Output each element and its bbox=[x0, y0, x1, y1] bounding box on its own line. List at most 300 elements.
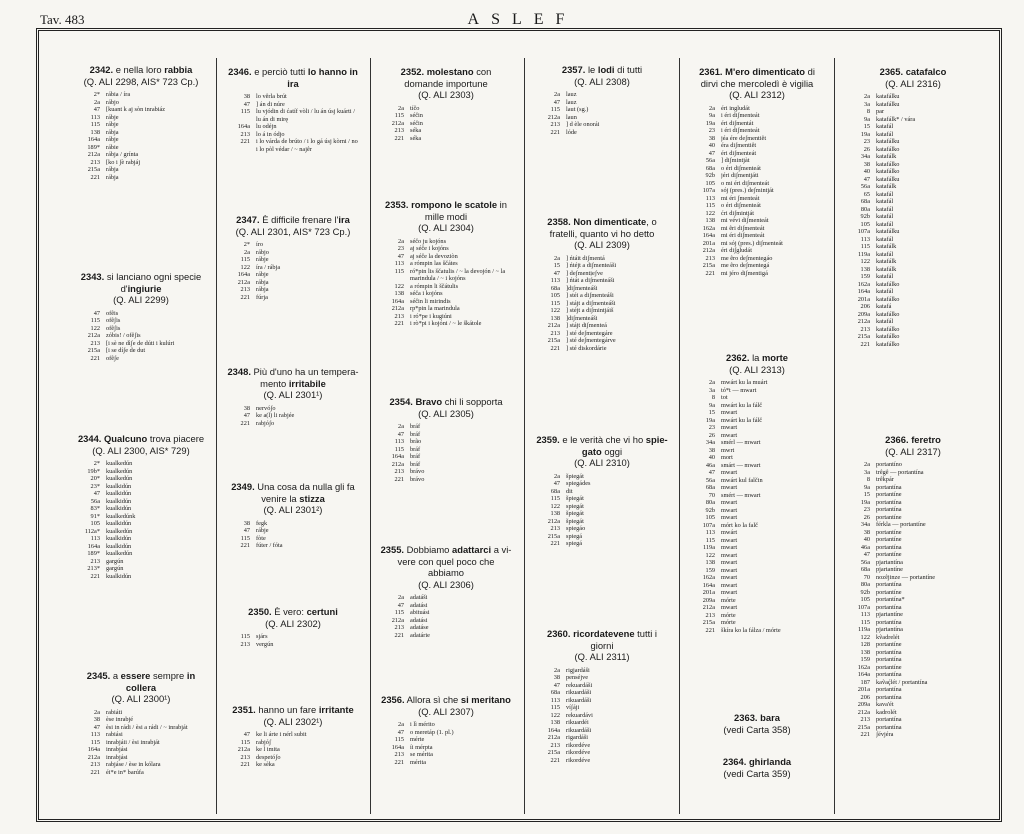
survey-point: 38 bbox=[243, 404, 250, 412]
survey-point: 213 bbox=[860, 716, 870, 724]
survey-point: 159 bbox=[860, 656, 870, 664]
survey-point: 212a bbox=[391, 119, 404, 127]
form-row bbox=[687, 105, 827, 113]
column-6 bbox=[842, 34, 984, 818]
entry-keyword: rabbia bbox=[164, 64, 193, 75]
dialect-form: ] stéjt a diʃmintjáiš bbox=[566, 307, 614, 315]
dialect-form: ] sté deʃmentegáre bbox=[566, 329, 613, 337]
survey-point: 47 bbox=[553, 681, 560, 689]
dialect-form: ke sèka bbox=[256, 761, 275, 769]
survey-point: 2a bbox=[709, 379, 715, 387]
survey-point: 68a bbox=[860, 198, 870, 206]
dialect-form: adatáši bbox=[410, 594, 428, 602]
survey-point: 19a bbox=[705, 416, 715, 424]
entry-keyword: ricordatevene bbox=[573, 628, 635, 639]
form-list bbox=[687, 379, 827, 634]
dialect-form: èsi in rádi / èsi a rádi / ~ inrabját bbox=[106, 723, 188, 731]
form-row bbox=[842, 581, 984, 589]
dialect-form: portantína bbox=[876, 603, 902, 611]
form-row bbox=[72, 746, 210, 754]
dialect-form: o éri diʃmenteát bbox=[721, 164, 761, 172]
form-list bbox=[687, 105, 827, 278]
survey-point: 47 bbox=[243, 731, 250, 739]
dialect-form: ]diʃmenteáši bbox=[566, 314, 598, 322]
form-row bbox=[222, 520, 364, 528]
map-entry bbox=[222, 366, 364, 427]
survey-point: 38 bbox=[93, 716, 100, 724]
form-row bbox=[222, 241, 364, 249]
survey-point: 138 bbox=[550, 314, 560, 322]
dialect-form: pjartantíne bbox=[876, 611, 903, 619]
form-row bbox=[376, 253, 516, 261]
form-row bbox=[842, 514, 984, 522]
dialect-form: lauz bbox=[566, 91, 577, 99]
survey-point: 201a bbox=[857, 686, 870, 694]
survey-point: 115 bbox=[550, 704, 560, 712]
form-row bbox=[376, 744, 516, 752]
form-row bbox=[687, 217, 827, 225]
entry-number: 2346. bbox=[228, 66, 252, 77]
form-row bbox=[376, 260, 516, 268]
form-row bbox=[842, 281, 984, 289]
form-row bbox=[222, 286, 364, 294]
form-row bbox=[532, 345, 672, 353]
form-row bbox=[842, 123, 984, 131]
form-list bbox=[532, 473, 672, 548]
dialect-form: ró*pin lis ščatulis / ~ la devojón / ~ la bbox=[410, 267, 506, 275]
form-row bbox=[687, 627, 827, 635]
form-row bbox=[687, 447, 827, 455]
dialect-form: fegk bbox=[256, 519, 268, 527]
entry-text: Dobbiamo bbox=[406, 544, 452, 555]
survey-point: 162a bbox=[857, 280, 870, 288]
dialect-form: smért — mwart bbox=[721, 491, 761, 499]
form-row bbox=[842, 168, 984, 176]
form-row bbox=[532, 292, 672, 300]
form-row bbox=[687, 432, 827, 440]
form-row bbox=[842, 341, 984, 349]
form-row bbox=[842, 506, 984, 514]
form-row bbox=[376, 602, 516, 610]
form-row bbox=[532, 697, 672, 705]
survey-point: 113 bbox=[705, 194, 715, 202]
form-row bbox=[222, 264, 364, 272]
map-entry bbox=[222, 66, 364, 153]
form-row bbox=[72, 565, 210, 573]
map-entry bbox=[222, 481, 364, 550]
survey-point: 115 bbox=[394, 445, 404, 453]
dialect-form: rikuardáši bbox=[566, 726, 592, 734]
form-list bbox=[222, 633, 364, 648]
form-list bbox=[376, 721, 516, 766]
form-row bbox=[687, 589, 827, 597]
form-row bbox=[72, 144, 210, 152]
survey-point: 212a bbox=[391, 305, 404, 313]
form-row bbox=[222, 633, 364, 641]
entry-text: chi li sopporta bbox=[442, 396, 503, 407]
form-row bbox=[532, 270, 672, 278]
entry-reference: (Q. ALI 2301²) bbox=[263, 504, 323, 516]
form-row bbox=[376, 275, 516, 283]
dialect-form: ] ńtáit diʃmentá bbox=[566, 254, 605, 262]
form-row bbox=[687, 529, 827, 537]
form-row bbox=[532, 307, 672, 315]
form-row bbox=[532, 757, 672, 765]
form-row bbox=[72, 317, 210, 325]
entry-title bbox=[222, 214, 364, 237]
entry-keyword: lo hanno in ira bbox=[287, 66, 358, 89]
form-row bbox=[532, 503, 672, 511]
map-entry bbox=[72, 670, 210, 776]
form-row bbox=[687, 142, 827, 150]
dialect-form: katafál bbox=[876, 318, 894, 326]
survey-point: 38 bbox=[863, 160, 870, 168]
survey-point: 215a bbox=[857, 333, 870, 341]
survey-point: 2* bbox=[93, 91, 100, 99]
dialect-form: ] án di núre bbox=[256, 100, 285, 108]
survey-point bbox=[222, 146, 256, 154]
dialect-form: ] d èle onorái bbox=[566, 121, 600, 129]
form-row bbox=[687, 247, 827, 255]
dialect-form: séčin li mirindis bbox=[410, 297, 451, 305]
form-row bbox=[842, 221, 984, 229]
map-entry bbox=[532, 628, 672, 764]
dialect-form: abituási bbox=[410, 609, 430, 617]
form-row bbox=[842, 709, 984, 717]
survey-point: 209a bbox=[857, 701, 870, 709]
form-row bbox=[842, 626, 984, 634]
survey-point: 213 bbox=[394, 127, 404, 135]
dialect-form: rábja bbox=[106, 128, 119, 136]
survey-point: 212a bbox=[857, 708, 870, 716]
survey-point: 56a bbox=[705, 157, 715, 165]
survey-point: 164a bbox=[391, 453, 404, 461]
form-list bbox=[842, 93, 984, 348]
form-row bbox=[72, 490, 210, 498]
entry-text: con domande importune bbox=[404, 66, 492, 89]
entry-reference: (Q. ALI 2298, AIS* 723 Cp.) bbox=[83, 75, 199, 87]
dialect-form: katafálku bbox=[876, 93, 900, 101]
survey-point: 119a bbox=[857, 626, 870, 634]
dialect-form: kualkedún bbox=[106, 467, 133, 475]
survey-point: 2a bbox=[398, 104, 404, 112]
dialect-form: i éri diʃmenteát bbox=[721, 112, 760, 120]
form-row bbox=[532, 114, 672, 122]
survey-point: 213 bbox=[860, 325, 870, 333]
survey-point: 221 bbox=[90, 572, 100, 580]
survey-point: 221 bbox=[240, 419, 250, 427]
survey-point: 23 bbox=[397, 245, 404, 253]
dialect-form: mwárt ku la muárt bbox=[721, 379, 768, 387]
survey-point: 2a bbox=[554, 254, 560, 262]
dialect-form: íro bbox=[256, 241, 263, 249]
form-row bbox=[687, 402, 827, 410]
survey-point: 2a bbox=[398, 721, 404, 729]
survey-point: 47 bbox=[863, 175, 870, 183]
form-row bbox=[842, 303, 984, 311]
survey-point: 212a bbox=[547, 517, 560, 525]
survey-point: 34a bbox=[705, 439, 715, 447]
entry-reference: (Q. ALI 2310) bbox=[574, 457, 630, 469]
survey-point: 115 bbox=[394, 736, 404, 744]
form-row bbox=[376, 751, 516, 759]
dialect-form: katafál bbox=[876, 235, 894, 243]
form-row bbox=[687, 514, 827, 522]
dialect-form: rp*pin la marindula bbox=[410, 305, 460, 313]
survey-point: 105 bbox=[860, 220, 870, 228]
survey-point: 56a bbox=[705, 476, 715, 484]
dialect-form: mwart bbox=[721, 499, 738, 507]
form-row bbox=[842, 461, 984, 469]
dialect-form: smárt — mwart bbox=[721, 461, 761, 469]
survey-point: 206 bbox=[860, 303, 870, 311]
form-row bbox=[842, 529, 984, 537]
entry-title bbox=[376, 199, 516, 234]
survey-point: 56a bbox=[860, 558, 870, 566]
form-row bbox=[376, 245, 516, 253]
entry-text: hanno un fare bbox=[258, 704, 319, 715]
survey-point: 164a bbox=[391, 743, 404, 751]
form-row bbox=[72, 543, 210, 551]
survey-point bbox=[376, 275, 410, 283]
dialect-form: mi éri ʃmenteát bbox=[721, 194, 760, 202]
survey-point: 8 bbox=[866, 476, 870, 484]
form-row bbox=[842, 491, 984, 499]
survey-point: 212a bbox=[391, 616, 404, 624]
survey-point: 159 bbox=[860, 273, 870, 281]
survey-point: 83* bbox=[90, 505, 100, 513]
form-row bbox=[687, 522, 827, 530]
entry-reference: (Q. ALI 2302) bbox=[265, 617, 321, 629]
form-row bbox=[842, 266, 984, 274]
form-row bbox=[532, 255, 672, 263]
dialect-form: portantína bbox=[876, 716, 902, 724]
entry-text: e nella loro bbox=[115, 64, 165, 75]
survey-point: 221 bbox=[550, 540, 560, 548]
entry-title bbox=[72, 64, 210, 87]
survey-point: 23 bbox=[708, 127, 715, 135]
survey-point: 215a bbox=[87, 347, 100, 355]
form-row bbox=[376, 120, 516, 128]
dialect-form: adatárie bbox=[410, 631, 430, 639]
form-row bbox=[842, 649, 984, 657]
form-row bbox=[842, 161, 984, 169]
survey-point: 2a bbox=[554, 666, 560, 674]
survey-point: 3a bbox=[864, 468, 870, 476]
dialect-form: kava'ét bbox=[876, 701, 894, 709]
dialect-form: katafál bbox=[876, 190, 894, 198]
survey-point: 105 bbox=[705, 179, 715, 187]
survey-point: 213 bbox=[394, 751, 404, 759]
form-list bbox=[376, 238, 516, 328]
entry-keyword: si meritano bbox=[460, 694, 511, 705]
survey-point: 113 bbox=[394, 260, 404, 268]
entry-keyword: rompono le scatole bbox=[411, 199, 498, 210]
survey-point: 112a* bbox=[84, 527, 100, 535]
dialect-form: mi ḗri diʃmenteát bbox=[721, 224, 765, 232]
dialect-form: i lo várda de brúto / i lo gá úsj kòrni / no bbox=[256, 138, 358, 146]
survey-point: 68a bbox=[550, 284, 560, 292]
survey-point: 68a bbox=[705, 164, 715, 172]
form-row bbox=[532, 285, 672, 293]
entry-number: 2353. bbox=[385, 199, 409, 210]
dialect-form: ofḗʃis bbox=[106, 324, 121, 332]
entry-keyword: M'ero dimenticato bbox=[725, 66, 805, 77]
form-row bbox=[842, 251, 984, 259]
form-row bbox=[72, 761, 210, 769]
survey-point: 212a bbox=[702, 604, 715, 612]
dialect-form: [i se díʃe de dut bbox=[106, 347, 146, 355]
entry-reference: (Q. ALI 2303) bbox=[418, 89, 474, 101]
survey-point: 2* bbox=[93, 460, 100, 468]
form-row bbox=[532, 734, 672, 742]
form-row bbox=[532, 99, 672, 107]
form-row bbox=[842, 731, 984, 739]
survey-point bbox=[222, 116, 256, 124]
dialect-form: séka bbox=[410, 127, 422, 135]
survey-point: 213 bbox=[705, 611, 715, 619]
form-row bbox=[532, 129, 672, 137]
column-rule bbox=[216, 58, 217, 814]
dialect-form: i ró*pe i kugiúni bbox=[410, 312, 452, 320]
form-row bbox=[376, 468, 516, 476]
form-list bbox=[376, 594, 516, 639]
entry-text: e le verità che vi ho bbox=[562, 434, 646, 445]
form-row bbox=[376, 446, 516, 454]
form-row bbox=[687, 195, 827, 203]
survey-point: 201a bbox=[702, 239, 715, 247]
form-row bbox=[842, 589, 984, 597]
dialect-form: mérte bbox=[410, 736, 425, 744]
map-entry bbox=[532, 216, 672, 352]
form-row bbox=[687, 567, 827, 575]
form-row bbox=[687, 619, 827, 627]
dialect-form: portantíne bbox=[876, 551, 902, 559]
survey-point: 2a bbox=[398, 237, 404, 245]
survey-point: 212a bbox=[237, 746, 250, 754]
survey-point: 122 bbox=[394, 282, 404, 290]
form-row bbox=[222, 249, 364, 257]
survey-point: 2a bbox=[554, 472, 560, 480]
dialect-form: o mi éri diʃmenteát bbox=[721, 179, 770, 187]
survey-point: 115 bbox=[90, 121, 100, 129]
survey-point: 212a bbox=[547, 734, 560, 742]
dialect-form: ḟérkla — portantíne bbox=[876, 521, 926, 529]
form-row bbox=[72, 513, 210, 521]
dialect-form: portantína bbox=[876, 506, 902, 514]
entry-number: 2365. bbox=[879, 66, 904, 77]
dialect-form: trḗgḗ — portantína bbox=[876, 468, 924, 476]
survey-point: 34a bbox=[860, 521, 870, 529]
form-row bbox=[376, 313, 516, 321]
entry-title bbox=[376, 396, 516, 419]
dialect-form: mort bbox=[721, 454, 733, 462]
form-row bbox=[842, 694, 984, 702]
dialect-form: kualkedún bbox=[106, 527, 133, 535]
entry-title bbox=[222, 606, 364, 629]
dialect-form: katafálko bbox=[876, 295, 900, 303]
form-row bbox=[532, 525, 672, 533]
entry-text: Più d'uno ha un tempera-mento bbox=[253, 366, 359, 389]
form-row bbox=[72, 99, 210, 107]
form-row bbox=[376, 238, 516, 246]
survey-point: 20* bbox=[90, 475, 100, 483]
dialect-form: séča i kojóns bbox=[410, 290, 443, 298]
dialect-form: mwart bbox=[721, 514, 738, 522]
entry-number: 2348. bbox=[227, 366, 251, 377]
dialect-form: mwart bbox=[721, 551, 738, 559]
form-row bbox=[376, 438, 516, 446]
form-row bbox=[842, 93, 984, 101]
dialect-form: katafál bbox=[876, 288, 894, 296]
survey-point: 213 bbox=[394, 312, 404, 320]
dialect-form: jéri diʃmentjáti bbox=[721, 172, 759, 180]
dialect-form: kualkedúnk bbox=[106, 512, 136, 520]
form-row bbox=[376, 283, 516, 291]
form-row bbox=[687, 387, 827, 395]
survey-point: 2a bbox=[398, 423, 404, 431]
entry-title bbox=[842, 434, 984, 457]
dialect-form: škíra ko la fálza / mórte bbox=[721, 626, 781, 634]
form-row bbox=[532, 106, 672, 114]
survey-point: 2a bbox=[554, 91, 560, 99]
survey-point: 115 bbox=[860, 243, 870, 251]
entry-reference: (Q. ALI 2307) bbox=[418, 705, 474, 717]
survey-point: 115 bbox=[550, 495, 560, 503]
form-list bbox=[222, 520, 364, 550]
dialect-form: rabiáti bbox=[106, 708, 123, 716]
column-5 bbox=[687, 34, 827, 818]
survey-point: 212a bbox=[237, 278, 250, 286]
survey-point: 115 bbox=[860, 618, 870, 626]
survey-point: 68a bbox=[550, 689, 560, 697]
form-row bbox=[687, 454, 827, 462]
dialect-form: trḗkpár bbox=[876, 476, 894, 484]
survey-point: 215a bbox=[702, 262, 715, 270]
dialect-form: katafálko bbox=[876, 145, 900, 153]
entry-keyword: ira bbox=[338, 214, 350, 225]
form-row bbox=[842, 228, 984, 236]
survey-point: 221 bbox=[240, 138, 250, 146]
dialect-form: a rómpin las ščátes bbox=[410, 260, 458, 268]
survey-point: 9a bbox=[709, 112, 715, 120]
entry-keyword: irritabile bbox=[288, 377, 326, 389]
entry-number: 2363. bbox=[734, 712, 758, 723]
dialect-form: spiegát bbox=[566, 502, 584, 510]
survey-point: 113 bbox=[860, 611, 870, 619]
dialect-form: ] stájt diʃmenteá bbox=[566, 322, 607, 330]
survey-point: 212a bbox=[547, 113, 560, 121]
form-row bbox=[72, 709, 210, 717]
form-row bbox=[72, 121, 210, 129]
survey-point: 138 bbox=[705, 217, 715, 225]
survey-point: 164a bbox=[87, 542, 100, 550]
form-row bbox=[72, 739, 210, 747]
dialect-form: mwart bbox=[721, 424, 738, 432]
dialect-form: éra diʃmentiḗt bbox=[721, 142, 757, 150]
dialect-form: rábja bbox=[256, 286, 269, 294]
survey-point: 19b* bbox=[87, 467, 100, 475]
dialect-form: katafá bbox=[876, 303, 892, 311]
dialect-form: katafálk bbox=[876, 153, 897, 161]
dialect-form: brão bbox=[410, 438, 422, 446]
form-row bbox=[687, 417, 827, 425]
dialect-form: mwart bbox=[721, 409, 738, 417]
map-entry bbox=[842, 434, 984, 739]
dialect-form: rábje bbox=[106, 136, 119, 144]
dialect-form: spiegáo bbox=[566, 525, 586, 533]
dialect-form: kadrolét bbox=[876, 708, 897, 716]
